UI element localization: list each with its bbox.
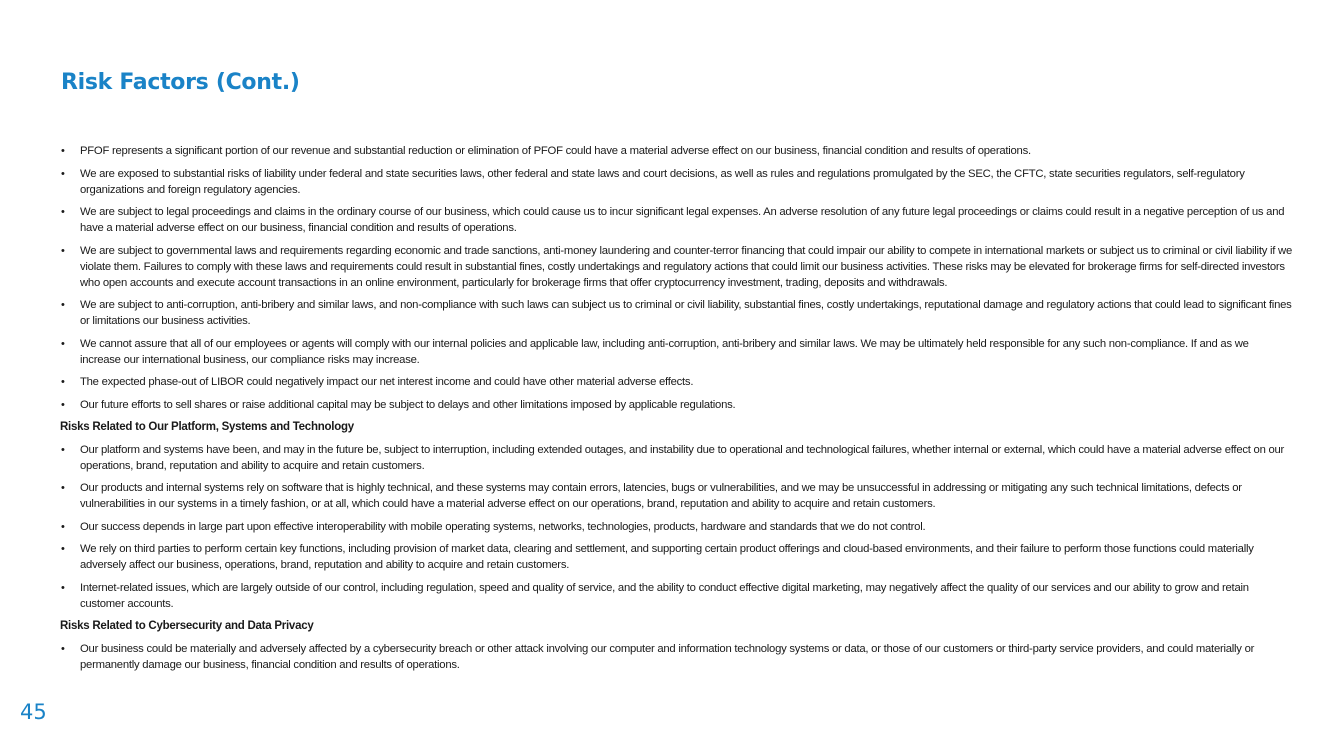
risk-bullet-item: [60, 442, 1292, 474]
risk-text: Our business could be materially and adversely affected by a cybersecurity breach or other attack involving our computer and information technology systems or data, or those of our customers or third-party service providers, and could materially or permanently damage our business, financial condition and results of operations.: [80, 642, 1255, 671]
risk-bullet-item: [60, 541, 1292, 573]
risk-text: We are exposed to substantial risks of liability under federal and state securities laws, other federal and state laws and court decisions, as well as rules and regulations promulgated by the SEC, the CFTC, state securities regulators, self-regulatory organizations and foreign regulatory agencies.: [80, 167, 1245, 196]
risk-bullet-item: [60, 243, 1292, 291]
section-heading-cybersecurity-data-privacy: Risks Related to Cybersecurity and Data Privacy: [60, 620, 314, 632]
bullet-icon: •: [61, 443, 65, 456]
risk-bullet-item: [60, 519, 1292, 535]
bullet-icon: •: [61, 206, 65, 218]
risk-bullet-item: [60, 580, 1292, 612]
bullet-icon: •: [61, 376, 65, 388]
risk-text: We rely on third parties to perform certain key functions, including provision of market data, clearing and settlement, and supporting certain product offerings and cloud-based environments, and their failure to perform those functions could materially adversely affect our business, operations, brand, reputation and ability to acquire and retain customers.: [80, 543, 1254, 571]
risk-factors-content: [60, 143, 1292, 679]
risk-text: PFOF represents a significant portion of our revenue and substantial reduction or elimination of PFOF could have a material adverse effect on our business, financial condition and results of operations.: [80, 145, 1031, 157]
risk-bullet-item: [60, 297, 1292, 329]
risk-bullet-item: [60, 143, 1292, 159]
risk-text: We are subject to governmental laws and requirements regarding economic and trade sanctions, anti-money laundering and counter-terror financing that could impair our ability to compete in international markets or subject us to criminal or civil liability if we violate them. Failures to comply with these laws and requirements could result in substantial fines, costly undertakings and regulatory actions that could limit our business activities. These risks may be elevated for brokerage firms for self-directed investors who open accounts and execute account transactions in an online environment, particularly for brokerage firms that offer cryptocurrency investment, trading, deposits and withdrawals.: [80, 244, 1292, 289]
bullet-icon: •: [61, 642, 65, 655]
risk-text: We are subject to anti-corruption, anti-bribery and similar laws, and non-compliance with such laws can subject us to criminal or civil liability, substantial fines, costly undertakings, reputational damage and regulatory actions that could lead to significant fines or limitations our business activities.: [80, 299, 1292, 327]
risk-text: Internet-related issues, which are largely outside of our control, including regulation, speed and quality of service, and the ability to conduct effective digital marketing, may negatively affect the quality of our services and our ability to grow and retain customer accounts.: [80, 581, 1249, 610]
risk-text: Our future efforts to sell shares or raise additional capital may be subject to delays and other limitations imposed by applicable regulations.: [80, 398, 736, 411]
bullet-icon: •: [61, 337, 65, 350]
bullet-icon: •: [61, 167, 65, 180]
risk-bullet-item: [60, 641, 1292, 673]
bullet-icon: •: [61, 581, 65, 594]
risk-bullet-item: [60, 166, 1292, 198]
risk-text: Our platform and systems have been, and may in the future be, subject to interruption, including extended outages, and instability due to operational and technological failures, whether internal or external, which could have a material adverse effect on our operations, brand, reputation and ability to acquire and retain customers.: [80, 443, 1285, 472]
page-number: 45: [20, 700, 47, 724]
risk-bullet-item: [60, 397, 1292, 413]
risk-bullet-item: [60, 204, 1292, 236]
risk-text: We cannot assure that all of our employees or agents will comply with our internal policies and applicable law, including anti-corruption, anti-bribery and similar laws. We may be ultimately held responsible for any such non-compliance. If and as we increase our international business, our compliance risks may increase.: [80, 337, 1249, 366]
bullet-icon: •: [61, 299, 65, 311]
risk-text: Our products and internal systems rely on software that is highly technical, and these systems may contain errors, latencies, bugs or vulnerabilities, and we may be unsuccessful in addressing or mitigating any such technical limitations, defects or vulnerabilities in our systems in a timely fashion, or at all, which could have a material adverse effect on our operations, brand, reputation and ability to acquire and retain customers.: [80, 482, 1242, 510]
page-title: Risk Factors (Cont.): [61, 70, 300, 95]
section-heading-platform-systems-technology: Risks Related to Our Platform, Systems and Technology: [60, 421, 354, 433]
risk-text: The expected phase-out of LIBOR could negatively impact our net interest income and could have other material adverse effects.: [80, 376, 694, 388]
risk-bullet-item: [60, 480, 1292, 512]
bullet-icon: •: [61, 543, 65, 555]
risk-text: We are subject to legal proceedings and claims in the ordinary course of our business, which could cause us to incur significant legal expenses. An adverse resolution of any future legal proceedings or claims could result in a negative perception of us and have a material adverse effect on our business, financial condition and results of operations.: [80, 206, 1285, 234]
risk-text: Our success depends in large part upon effective interoperability with mobile operating systems, networks, technologies, products, hardware and standards that we do not control.: [80, 520, 926, 533]
risk-bullet-item: [60, 336, 1292, 368]
bullet-icon: •: [61, 244, 65, 257]
bullet-icon: •: [61, 482, 65, 494]
bullet-icon: •: [61, 520, 65, 533]
bullet-icon: •: [61, 145, 65, 157]
risk-bullet-item: [60, 374, 1292, 390]
bullet-icon: •: [61, 398, 65, 411]
